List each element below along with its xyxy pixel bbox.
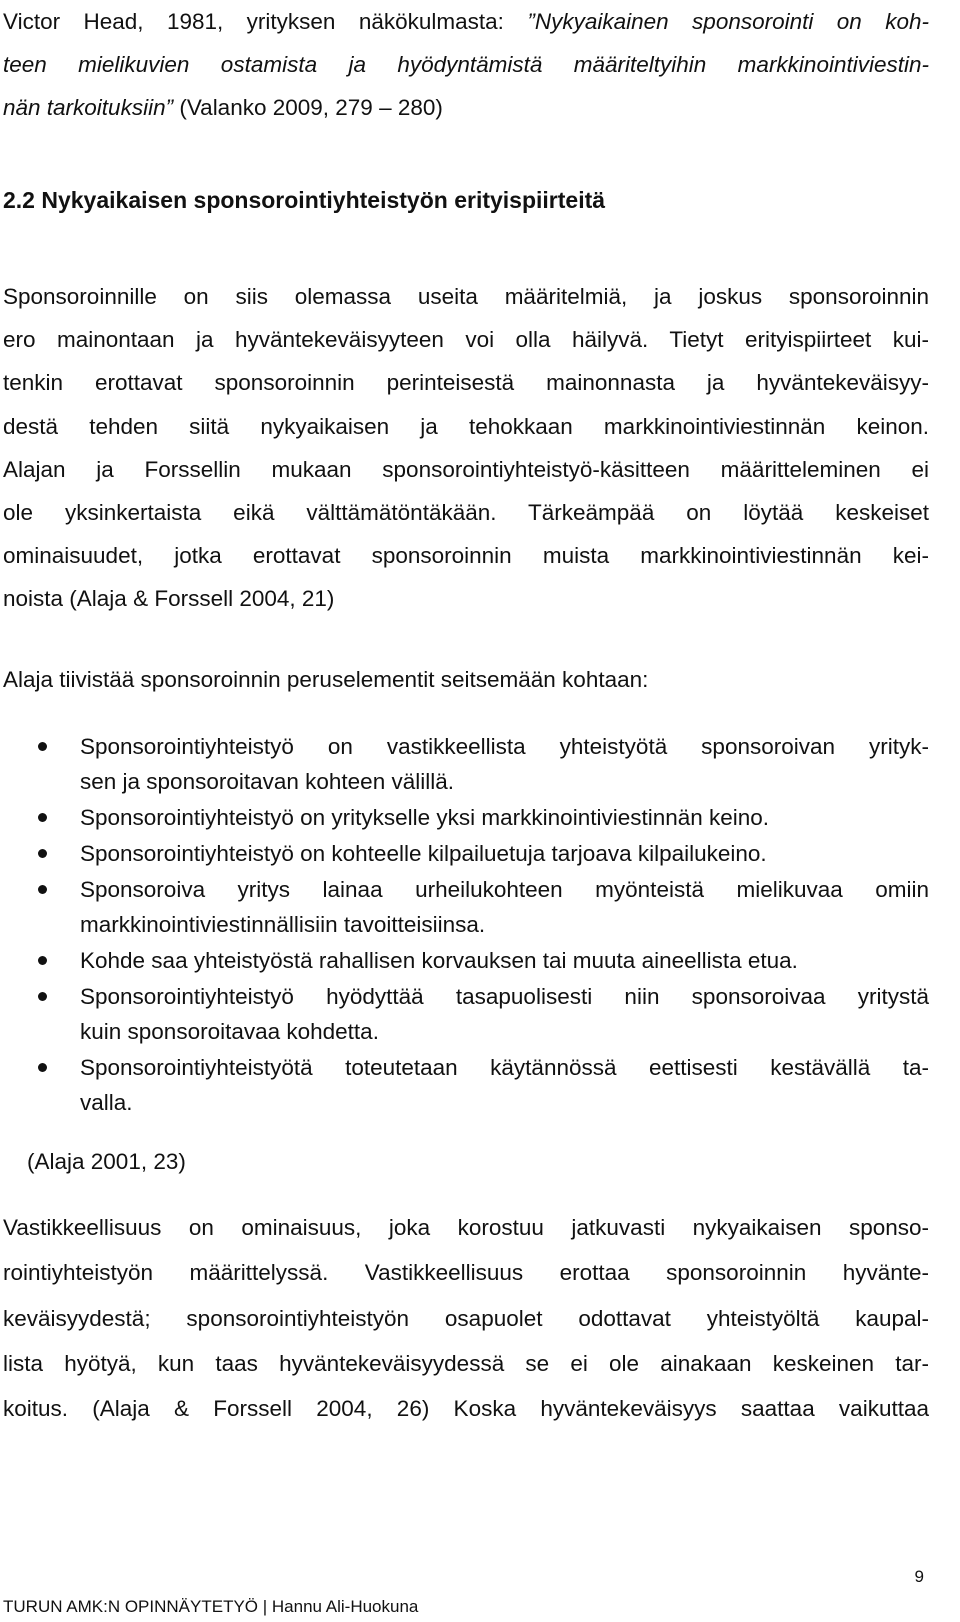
paragraph-3-line: rointiyhteistyön määrittelyssä. Vastikkeellisuus erottaa sponsoroinnin hyvänte-	[3, 1260, 929, 1286]
paragraph-1-line: destä tehden siitä nykyaikaisen ja tehokkaan markkinointiviestinnän keinon.	[3, 413, 929, 439]
paragraph-1	[3, 275, 929, 621]
list-item	[0, 872, 929, 942]
paragraph-3-line: lista hyötyä, kun taas hyväntekeväisyydessä se ei ole ainakaan keskeinen tar-	[3, 1350, 929, 1376]
list-item-line: kuin sponsoroitavaa kohdetta.	[80, 1019, 379, 1044]
list-item-line: Sponsorointiyhteistyö hyödyttää tasapuolisesti niin sponsoroivaa yritystä	[80, 984, 929, 1009]
intro-line-2: teen mielikuvien ostamista ja hyödyntämistä määriteltyihin markkinointiviestin-	[3, 52, 929, 77]
paragraph-1-line: noista (Alaja & Forssell 2004, 21)	[3, 586, 335, 612]
paragraph-2-line: Alaja tiivistää sponsoroinnin peruselementit seitsemään kohtaan:	[3, 667, 649, 692]
paragraph-1-line: tenkin erottavat sponsoroinnin perinteisestä mainonnasta ja hyväntekeväisyy-	[3, 370, 929, 396]
list-item-line: Sponsorointiyhteistyötä toteutetaan käytännössä eettisesti kestävällä ta-	[80, 1055, 929, 1080]
list-item-line: Sponsoroiva yritys lainaa urheilukohteen myönteistä mielikuvaa omiin	[80, 877, 929, 902]
page-number: 9	[914, 1567, 924, 1586]
paragraph-2	[3, 658, 929, 702]
list-item-line: Sponsorointiyhteistyö on yritykselle yksi markkinointiviestinnän keino.	[80, 805, 770, 830]
bullet-list	[0, 729, 929, 1121]
list-item-line: sen ja sponsoroitavan kohteen välillä.	[80, 769, 454, 794]
footer-text: TURUN AMK:N OPINNÄYTETYÖ | Hannu Ali-Huokuna	[3, 1597, 419, 1616]
paragraph-3-line: keväisyydestä; sponsorointiyhteistyön osapuolet odottavat yhteistyöltä kaupal-	[3, 1305, 929, 1331]
intro-quote-end: nän tarkoituksiin”	[3, 95, 174, 120]
list-item	[0, 800, 929, 835]
intro-line-1-pre: Victor Head, 1981, yrityksen näkökulmasta:	[3, 9, 528, 34]
list-item-line: Kohde saa yhteistyöstä rahallisen korvauksen tai muuta aineellista etua.	[80, 948, 798, 973]
list-item	[0, 729, 929, 799]
bullet-icon	[38, 1063, 47, 1072]
list-item	[0, 943, 929, 978]
paragraph-1-line: ominaisuudet, jotka erottavat sponsoroinnin muista markkinointiviestinnän kei-	[3, 543, 929, 569]
paragraph-1-line: Sponsoroinnille on siis olemassa useita määritelmiä, ja joskus sponsoroinnin	[3, 284, 929, 309]
list-item-line: markkinointiviestinnällisiin tavoitteisiinsa.	[80, 912, 486, 937]
paragraph-1-line: ero mainontaan ja hyväntekeväisyyteen voi olla häilyvä. Tietyt erityispiirteet kui-	[3, 327, 929, 353]
bullet-icon	[38, 742, 47, 751]
bullet-icon	[38, 813, 47, 822]
intro-paragraph	[3, 0, 929, 129]
bullet-icon	[38, 992, 47, 1001]
paragraph-3-line: Vastikkeellisuus on ominaisuus, joka korostuu jatkuvasti nykyaikaisen sponso-	[3, 1215, 929, 1240]
bullet-icon	[38, 849, 47, 858]
intro-source: (Valanko 2009, 279 – 280)	[173, 95, 443, 120]
list-citation: (Alaja 2001, 23)	[27, 1149, 186, 1174]
intro-line-1	[3, 0, 929, 43]
paragraph-3-line: koitus. (Alaja & Forssell 2004, 26) Koska hyväntekeväisyys saattaa vaikuttaa	[3, 1396, 929, 1422]
list-item-line: Sponsorointiyhteistyö on vastikkeellista yhteistyötä sponsoroivan yrityk-	[80, 734, 929, 759]
list-item-line: valla.	[80, 1090, 133, 1115]
bullet-icon	[38, 956, 47, 965]
list-item	[0, 1050, 929, 1120]
section-heading: 2.2 Nykyaikaisen sponsorointiyhteistyön erityispiirteitä	[3, 187, 606, 213]
intro-line-3	[3, 86, 929, 129]
bullet-icon	[38, 885, 47, 894]
list-item	[0, 836, 929, 871]
intro-quote-start: ”Nykyaikainen sponsorointi on koh-	[527, 9, 929, 34]
paragraph-1-line: ole yksinkertaista eikä välttämätöntäkään. Tärkeämpää on löytää keskeiset	[3, 500, 929, 526]
list-item-line: Sponsorointiyhteistyö on kohteelle kilpailuetuja tarjoava kilpailukeino.	[80, 841, 767, 866]
paragraph-1-line: Alajan ja Forssellin mukaan sponsorointiyhteistyö-käsitteen määritteleminen ei	[3, 456, 929, 482]
list-item	[0, 979, 929, 1049]
paragraph-3	[3, 1205, 929, 1431]
